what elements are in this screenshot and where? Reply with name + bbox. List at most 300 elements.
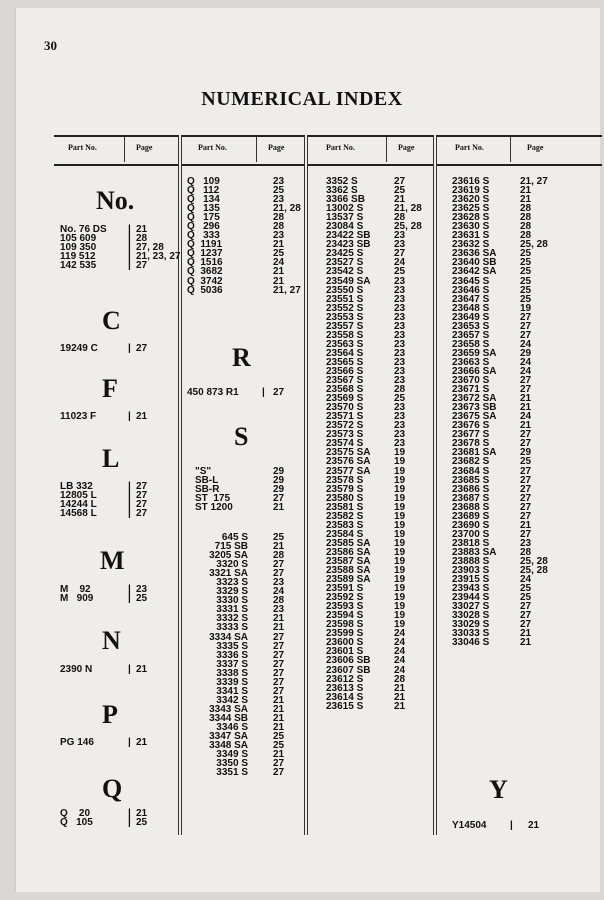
section-letter: N <box>102 626 121 655</box>
part-number: 19249 C <box>60 343 98 354</box>
part-number: 450 873 R1 <box>187 387 239 398</box>
page-ref: 23 <box>273 230 285 242</box>
page-ref: 27 <box>520 610 532 622</box>
page-ref: 24 <box>394 646 406 658</box>
part-number: 23648 S <box>452 302 490 314</box>
page-ref: 19 <box>394 483 406 495</box>
page-ref: 27 <box>520 465 532 477</box>
page-ref: 28 <box>520 230 532 242</box>
page-ref: 25, 28 <box>520 239 548 251</box>
page-ref: 21 <box>273 721 285 733</box>
part-number: Q 333 <box>187 230 220 242</box>
page-ref: 21 <box>520 393 532 405</box>
part-number: 23684 S <box>452 465 490 477</box>
separator-bar: | <box>128 242 131 254</box>
part-number: 23640 SB <box>452 257 497 269</box>
part-number: 23620 S <box>452 194 490 206</box>
page-ref: 25 <box>520 266 532 278</box>
part-number: SB-R <box>195 484 220 496</box>
page-ref: 23 <box>394 293 406 305</box>
part-number: 23586 SA <box>326 546 371 558</box>
separator-bar: | <box>128 481 131 492</box>
index-row <box>452 638 602 647</box>
index-row <box>60 260 148 272</box>
page-ref: 21 <box>520 637 532 649</box>
part-number: 23592 S <box>326 592 364 604</box>
page-ref: 24 <box>394 628 406 640</box>
page-ref: 25, 28 <box>394 221 422 233</box>
header-divider <box>124 137 125 162</box>
header-part-label: Part No. <box>455 143 484 152</box>
part-number: 23678 S <box>452 438 490 450</box>
part-number: 23630 S <box>452 221 490 233</box>
part-number: 23671 S <box>452 384 490 396</box>
q-block <box>187 176 301 296</box>
page-ref: 24 <box>520 338 532 350</box>
page-ref: 27 <box>520 510 532 522</box>
page-ref: 27 <box>520 320 532 332</box>
page-ref: 24 <box>394 655 406 667</box>
page-ref: 29 <box>273 466 285 477</box>
part-number: 23423 SB <box>326 239 371 251</box>
part-number: 23647 S <box>452 293 490 305</box>
page-ref: 25 <box>273 740 285 752</box>
page-ref: 21 <box>136 808 148 819</box>
header-part-label: Part No. <box>326 143 355 152</box>
part-number: 12805 L <box>60 490 97 502</box>
page-title: NUMERICAL INDEX <box>201 88 403 110</box>
page-ref: 19 <box>394 546 406 558</box>
part-number: 3321 SA <box>209 568 248 580</box>
page-ref: 24 <box>520 411 532 423</box>
part-number: 23686 S <box>452 483 490 495</box>
page-ref: 21, 28 <box>394 203 422 215</box>
page-ref: 25 <box>394 185 406 197</box>
page-ref: 23 <box>273 176 285 187</box>
part-number: 23614 S <box>326 691 364 703</box>
separator-bar: | <box>128 343 131 354</box>
r-block <box>187 388 297 397</box>
page-ref: 27 <box>520 528 532 540</box>
page-ref: 27 <box>273 387 285 398</box>
separator-bar: | <box>128 233 131 245</box>
page-ref: 27 <box>273 685 285 697</box>
part-number: 23915 S <box>452 574 490 586</box>
page-ref: 19 <box>394 601 406 613</box>
page-ref: 27 <box>520 492 532 504</box>
page-ref: 19 <box>394 574 406 586</box>
part-number: 23631 S <box>452 230 490 242</box>
page-ref: 25 <box>136 593 148 605</box>
part-number: 23588 SA <box>326 565 371 577</box>
page-ref: 24 <box>273 586 285 598</box>
part-number: 23591 S <box>326 583 364 595</box>
part-number: 11023 F <box>60 411 97 422</box>
part-number: 14244 L <box>60 499 97 511</box>
page-ref: 25 <box>273 185 285 197</box>
part-number: 23601 S <box>326 646 364 658</box>
part-number: Q 112 <box>187 185 220 197</box>
part-number: 3349 S <box>216 749 248 761</box>
s-block-2 <box>198 533 298 777</box>
part-number: 23567 S <box>326 375 364 387</box>
index-row <box>60 817 148 829</box>
page-ref: 23 <box>394 411 406 423</box>
part-number: 3344 SB <box>209 712 248 724</box>
part-number: 23628 S <box>452 212 490 224</box>
page-ref: 27 <box>520 474 532 486</box>
index-column-4 <box>452 177 602 647</box>
page-ref: 27 <box>520 329 532 341</box>
part-number: 3336 S <box>216 649 248 661</box>
part-number: 3334 SA <box>209 631 248 643</box>
page-ref: 27 <box>520 384 532 396</box>
part-number: 23557 S <box>326 320 364 332</box>
page-ref: 25 <box>394 266 406 278</box>
part-number: PG 146 <box>60 737 94 748</box>
part-number: 23888 S <box>452 555 490 567</box>
page-ref: 21 <box>273 703 285 715</box>
section-letter: C <box>102 306 121 335</box>
page-ref: 27 <box>520 483 532 495</box>
part-number: 23818 S <box>452 537 490 549</box>
page-ref: 23 <box>394 375 406 387</box>
part-number: 23615 S <box>326 700 364 712</box>
column-divider <box>307 135 308 835</box>
page-ref: 27 <box>273 658 285 670</box>
page-ref: 21 <box>520 519 532 531</box>
part-number: 23549 SA <box>326 275 371 287</box>
part-number: 23583 S <box>326 519 364 531</box>
part-number: 23636 SA <box>452 248 497 260</box>
page-ref: 25 <box>520 592 532 604</box>
part-number: Q 20 <box>60 808 91 819</box>
page-ref: 21 <box>520 194 532 206</box>
part-number: 23594 S <box>326 610 364 622</box>
part-number: 23903 S <box>452 565 490 577</box>
index-row <box>60 664 148 675</box>
page-ref: 23 <box>394 429 406 441</box>
page-ref: 23 <box>273 194 285 206</box>
page-ref: 23 <box>394 311 406 323</box>
part-number: 23613 S <box>326 682 364 694</box>
part-number: 23569 S <box>326 393 364 405</box>
page-ref: 28 <box>394 212 406 224</box>
page-ref: 24 <box>394 637 406 649</box>
separator-bar: | <box>128 808 131 819</box>
part-number: 23672 SA <box>452 393 497 405</box>
part-number: 3347 SA <box>209 731 248 743</box>
page-ref: 28 <box>520 212 532 224</box>
page-ref: 24 <box>394 257 406 269</box>
part-number: 23580 S <box>326 492 364 504</box>
page-ref: 25 <box>394 393 406 405</box>
part-number: 3341 S <box>216 685 248 697</box>
page-ref: 27 <box>273 568 285 580</box>
page-ref: 21 <box>520 420 532 432</box>
separator-bar: | <box>262 387 265 398</box>
page-ref: 19 <box>394 474 406 486</box>
part-number: 23593 S <box>326 601 364 613</box>
part-number: 3350 S <box>216 758 248 770</box>
separator-bar: | <box>510 820 513 831</box>
header-cell <box>182 135 304 166</box>
page-ref: 23 <box>394 230 406 242</box>
part-number: 23570 S <box>326 402 364 414</box>
page-ref: 19 <box>394 501 406 513</box>
part-number: 23619 S <box>452 185 490 197</box>
header-page-label: Page <box>527 143 544 152</box>
page-ref: 24 <box>520 356 532 368</box>
page-ref: 21 <box>273 275 285 287</box>
page-ref: 23 <box>394 420 406 432</box>
index-row <box>60 737 148 748</box>
page-ref: 19 <box>394 492 406 504</box>
part-number: 23598 S <box>326 619 364 631</box>
part-number: 23552 S <box>326 302 364 314</box>
part-number: 3332 S <box>216 613 248 625</box>
part-number: 23659 SA <box>452 347 497 359</box>
page-ref: 25, 28 <box>520 565 548 577</box>
page-ref: 28 <box>136 233 148 245</box>
part-number: M 92 <box>60 584 91 595</box>
part-number: 23676 S <box>452 420 490 432</box>
part-number: 23612 S <box>326 673 364 685</box>
part-number: 13537 S <box>326 212 364 224</box>
part-number: 23658 S <box>452 338 490 350</box>
page-ref: 27 <box>136 260 148 272</box>
page-ref: 21 <box>273 502 285 514</box>
part-number: 23625 S <box>452 203 490 215</box>
page-ref: 23 <box>394 320 406 332</box>
header-page-label: Page <box>136 143 153 152</box>
part-number: 3346 S <box>216 721 248 733</box>
part-number: 23944 S <box>452 592 490 604</box>
page-ref: 21 <box>528 820 540 831</box>
part-number: Q 105 <box>60 817 93 829</box>
page-ref: 23 <box>273 604 285 616</box>
page-ref: 25 <box>520 456 532 468</box>
part-number: 23642 SA <box>452 266 497 278</box>
page-ref: 21 <box>136 224 148 235</box>
separator-bar: | <box>128 251 131 263</box>
header-divider <box>386 137 387 162</box>
part-number: 3320 S <box>216 559 248 571</box>
part-number: Q 5036 <box>187 284 223 296</box>
header-divider <box>510 137 511 162</box>
page-ref: 19 <box>394 592 406 604</box>
index-row <box>60 343 148 354</box>
part-number: 23584 S <box>326 528 364 540</box>
part-number: 3331 S <box>216 604 248 616</box>
page-ref: 27 <box>273 493 285 505</box>
part-number: 23425 S <box>326 248 364 260</box>
page-ref: 24 <box>520 365 532 377</box>
header-cell <box>308 135 433 166</box>
page-ref: 25 <box>520 257 532 269</box>
part-number: 23585 SA <box>326 537 371 549</box>
separator-bar: | <box>128 664 131 675</box>
part-number: M 909 <box>60 593 94 605</box>
page-ref: 21 <box>273 712 285 724</box>
part-number: 33046 S <box>452 637 490 649</box>
page-ref: 21 <box>394 194 406 206</box>
page-ref: 21 <box>273 622 285 634</box>
part-number: 33028 S <box>452 610 490 622</box>
page-ref: 25 <box>520 284 532 296</box>
part-number: 23607 SB <box>326 664 371 676</box>
page-ref: 25 <box>520 293 532 305</box>
page-ref: 19 <box>394 610 406 622</box>
page-ref: 23 <box>394 338 406 350</box>
part-number: 23677 S <box>452 429 490 441</box>
part-number: Q 3742 <box>187 275 223 287</box>
page-ref: 21 <box>520 185 532 197</box>
part-number: 23587 SA <box>326 555 371 567</box>
part-number: 23084 S <box>326 221 364 233</box>
part-number: ST 1200 <box>195 502 233 514</box>
page-ref: 27 <box>520 601 532 613</box>
page-ref: 21 <box>273 694 285 706</box>
column-divider <box>304 135 305 835</box>
page-ref: 27 <box>520 311 532 323</box>
page-ref: 28 <box>273 595 285 607</box>
part-number: Q 134 <box>187 194 220 206</box>
part-number: Q 1237 <box>187 248 223 260</box>
header-page-label: Page <box>398 143 415 152</box>
index-row <box>60 593 148 605</box>
part-number: 3339 S <box>216 676 248 688</box>
page-ref: 21 <box>273 541 285 553</box>
section-letter: M <box>100 546 125 575</box>
page-ref: 24 <box>273 257 285 269</box>
section-letter: Q <box>102 774 123 803</box>
part-number: Y14504 <box>452 820 487 831</box>
part-number: 23663 S <box>452 356 490 368</box>
part-number: Q 296 <box>187 221 220 233</box>
page-ref: 27 <box>136 490 148 502</box>
page-ref: 27 <box>136 343 148 354</box>
separator-bar: | <box>128 508 131 520</box>
separator-bar: | <box>128 737 131 748</box>
page-ref: 24 <box>394 664 406 676</box>
column-divider <box>178 135 179 835</box>
page-ref: 19 <box>394 456 406 468</box>
part-number: "S" <box>195 466 212 477</box>
part-number: 3366 SB <box>326 194 365 206</box>
column-divider <box>181 135 182 835</box>
part-number: 23577 SA <box>326 465 371 477</box>
page-ref: 21, 23, 27 <box>136 251 181 263</box>
part-number: 23653 S <box>452 320 490 332</box>
part-number: 23689 S <box>452 510 490 522</box>
index-row <box>187 388 297 397</box>
page-ref: 21 <box>273 613 285 625</box>
index-row <box>326 702 434 711</box>
page-ref: 27 <box>273 559 285 571</box>
page-ref: 25 <box>520 275 532 287</box>
part-number: 23700 S <box>452 528 490 540</box>
page-ref: 27 <box>273 631 285 643</box>
section-letter: L <box>102 444 120 473</box>
part-number: 2390 N <box>60 664 93 675</box>
page-ref: 19 <box>394 519 406 531</box>
page-ref: 27 <box>520 438 532 450</box>
part-number: 23600 S <box>326 637 364 649</box>
page-ref: 25 <box>273 248 285 260</box>
page-ref: 19 <box>394 583 406 595</box>
part-number: 3348 SA <box>209 740 248 752</box>
part-number: 23632 S <box>452 239 490 251</box>
part-number: 109 350 <box>60 242 97 254</box>
page-ref: 21 <box>394 700 406 712</box>
page-ref: 21 <box>136 737 148 748</box>
page-ref: 25, 28 <box>520 555 548 567</box>
page-ref: 21 <box>394 691 406 703</box>
part-number: 3335 S <box>216 640 248 652</box>
page-ref: 21, 28 <box>273 203 301 215</box>
part-number: 23571 S <box>326 411 364 423</box>
part-number: 3362 S <box>326 185 358 197</box>
page-ref: 23 <box>394 356 406 368</box>
part-number: 23688 S <box>452 501 490 513</box>
page-ref: 27 <box>136 499 148 511</box>
part-number: 33029 S <box>452 619 490 631</box>
part-number: 23558 S <box>326 329 364 341</box>
page-ref: 27 <box>394 176 406 187</box>
part-number: Q 175 <box>187 212 220 224</box>
page-ref: 23 <box>273 577 285 589</box>
page-ref: 19 <box>520 302 532 314</box>
part-number: 23578 S <box>326 474 364 486</box>
page-ref: 27 <box>394 248 406 260</box>
s-block-1 <box>195 467 299 512</box>
page-ref: 19 <box>394 465 406 477</box>
page-ref: 28 <box>520 221 532 233</box>
page-ref: 29 <box>520 347 532 359</box>
page-ref: 23 <box>394 402 406 414</box>
page-ref: 23 <box>394 329 406 341</box>
part-number: 119 512 <box>60 251 96 263</box>
part-number: 23645 S <box>452 275 490 287</box>
part-number: 13002 S <box>326 203 364 215</box>
page-ref: 27 <box>273 758 285 770</box>
page-ref: 25 <box>273 532 285 543</box>
part-number: 3205 SA <box>209 550 248 562</box>
page-ref: 25 <box>520 583 532 595</box>
page-ref: 19 <box>394 528 406 540</box>
separator-bar: | <box>128 817 131 829</box>
header-page-label: Page <box>268 143 285 152</box>
separator-bar: | <box>128 499 131 511</box>
index-column-3 <box>326 177 434 711</box>
part-number: 3323 S <box>216 577 248 589</box>
part-number: 3333 S <box>216 622 248 634</box>
part-number: SB-L <box>195 475 219 487</box>
header-divider <box>256 137 257 162</box>
part-number: 3352 S <box>326 176 358 187</box>
part-number: 23572 S <box>326 420 364 432</box>
part-number: 23675 SA <box>452 411 497 423</box>
part-number: Q 3682 <box>187 266 223 278</box>
part-number: 3337 S <box>216 658 248 670</box>
section-letter: S <box>234 422 249 451</box>
part-number: 23646 S <box>452 284 490 296</box>
page-ref: 27 <box>273 667 285 679</box>
part-number: 23422 SB <box>326 230 371 242</box>
part-number: 23542 S <box>326 266 364 278</box>
part-number: 23681 SA <box>452 447 497 459</box>
